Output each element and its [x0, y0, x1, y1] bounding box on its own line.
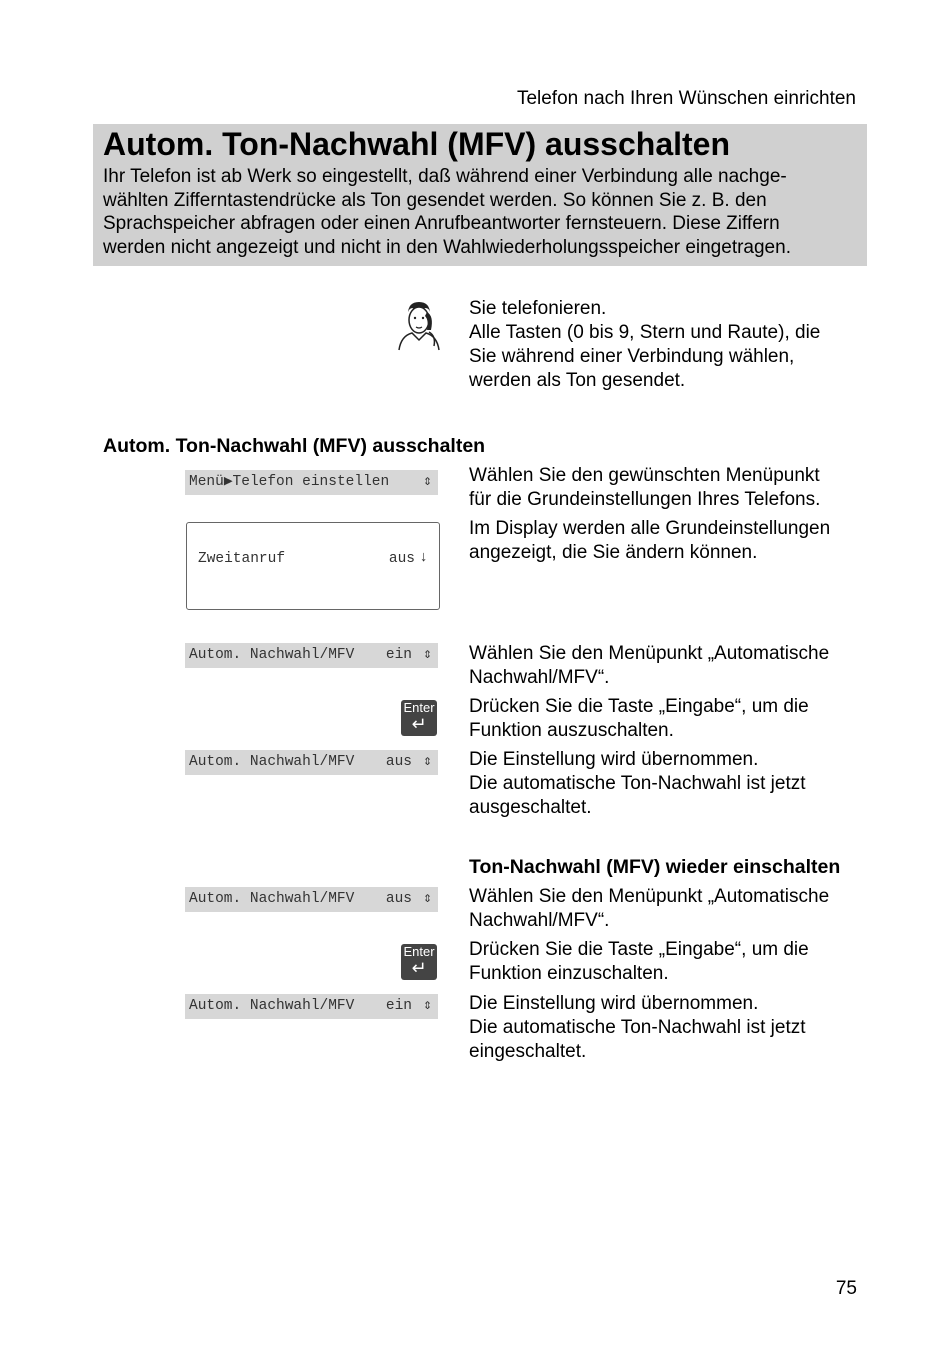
step-line: eingeschaltet.	[469, 1041, 587, 1062]
step-line: für die Grundeinstellungen Ihres Telefons.	[469, 489, 821, 510]
lcd-value: aus	[385, 754, 412, 770]
lcd-menu-target: Telefon einstellen	[232, 474, 390, 490]
enter-key-label: Enter	[403, 700, 435, 715]
intro-line: wählten Zifferntastendrücke als Ton gesendet werden. So können Sie z. B. den	[103, 189, 767, 211]
return-arrow-icon: ↵	[411, 714, 427, 734]
step-press-enter	[469, 938, 809, 986]
page-number: 75	[835, 1278, 857, 1299]
running-header: Telefon nach Ihren Wünschen einrichten	[516, 88, 856, 109]
step-confirmation	[469, 992, 806, 1064]
lcd-menu-line	[185, 470, 438, 495]
enter-key-button[interactable]	[401, 700, 437, 736]
intro-paragraph	[103, 165, 853, 259]
phone-step-text	[469, 297, 820, 393]
lcd-display	[186, 522, 440, 610]
step-select-nachwahl	[469, 642, 829, 690]
step-line: Wählen Sie den Menüpunkt „Automatische	[469, 886, 830, 907]
step-line: Nachwahl/MFV“.	[469, 910, 610, 931]
return-arrow-icon: ↵	[411, 958, 427, 978]
step-line: Die automatische Ton-Nachwahl ist jetzt	[469, 773, 806, 794]
step-select-nachwahl	[469, 885, 829, 933]
step-line: Sie während einer Verbindung wählen,	[469, 346, 795, 367]
intro-line: Ihr Telefon ist ab Werk so eingestellt, daß während einer Verbindung alle nachge-	[103, 166, 787, 187]
step-line: ausgeschaltet.	[469, 797, 592, 818]
up-down-arrow-icon: ⇕	[423, 998, 432, 1014]
lcd-value: aus	[385, 891, 412, 907]
step-press-enter	[469, 695, 809, 743]
lcd-nachwahl-line	[185, 643, 438, 668]
lcd-nachwahl-line	[185, 750, 438, 775]
step-line: Sie telefonieren.	[469, 298, 607, 319]
step-line: Alle Tasten (0 bis 9, Stern und Raute), die	[469, 322, 821, 343]
step-line: Drücken Sie die Taste „Eingabe“, um die	[469, 939, 809, 960]
title-block	[93, 124, 867, 266]
step-select-menu	[469, 464, 820, 512]
lcd-nachwahl-line	[185, 887, 438, 912]
enter-key-button[interactable]	[401, 944, 437, 980]
lcd-display-label: Zweitanruf	[198, 551, 286, 567]
lcd-menu-label: Menü	[189, 474, 224, 490]
lcd-value: ein	[385, 998, 412, 1014]
step-line: Funktion auszuschalten.	[469, 720, 674, 741]
page-title: Autom. Ton-Nachwahl (MFV) ausschalten	[103, 126, 730, 162]
intro-line: werden nicht angezeigt und nicht in den Wahlwiederholungsspeicher eingetragen.	[103, 236, 791, 258]
person-on-phone-icon	[396, 300, 442, 352]
step-line: Die automatische Ton-Nachwahl ist jetzt	[469, 1017, 806, 1038]
right-arrow-icon: ▶	[223, 474, 233, 490]
step-line: Im Display werden alle Grundeinstellungen	[469, 518, 831, 539]
intro-line: Sprachspeicher abfragen oder einen Anrufbeantworter fernsteuern. Diese Ziffern	[103, 213, 780, 234]
lcd-label: Autom. Nachwahl/MFV	[189, 754, 355, 770]
section-heading-off: Autom. Ton-Nachwahl (MFV) ausschalten	[103, 435, 486, 457]
step-line: Funktion einzuschalten.	[469, 963, 669, 984]
step-line: Wählen Sie den gewünschten Menüpunkt	[469, 465, 820, 486]
lcd-nachwahl-line	[185, 994, 438, 1019]
step-line: Die Einstellung wird übernommen.	[469, 993, 759, 1014]
step-line: Nachwahl/MFV“.	[469, 667, 610, 688]
up-down-arrow-icon: ⇕	[423, 754, 432, 770]
step-display-settings	[469, 517, 830, 565]
lcd-label: Autom. Nachwahl/MFV	[189, 891, 355, 907]
up-down-arrow-icon: ⇕	[423, 474, 432, 490]
enter-key-label: Enter	[403, 944, 435, 959]
step-line: Die Einstellung wird übernommen.	[469, 749, 759, 770]
step-line: Wählen Sie den Menüpunkt „Automatische	[469, 643, 830, 664]
down-arrow-icon: ↓	[419, 550, 428, 566]
step-line: angezeigt, die Sie ändern können.	[469, 542, 758, 563]
up-down-arrow-icon: ⇕	[423, 891, 432, 907]
lcd-label: Autom. Nachwahl/MFV	[189, 647, 355, 663]
lcd-display-value: aus	[388, 551, 415, 567]
up-down-arrow-icon: ⇕	[423, 647, 432, 663]
step-line: Drücken Sie die Taste „Eingabe“, um die	[469, 696, 809, 717]
lcd-value: ein	[385, 647, 412, 663]
step-line: werden als Ton gesendet.	[469, 370, 686, 391]
step-confirmation	[469, 748, 806, 820]
lcd-label: Autom. Nachwahl/MFV	[189, 998, 355, 1014]
section-heading-on: Ton-Nachwahl (MFV) wieder einschalten	[469, 856, 841, 878]
